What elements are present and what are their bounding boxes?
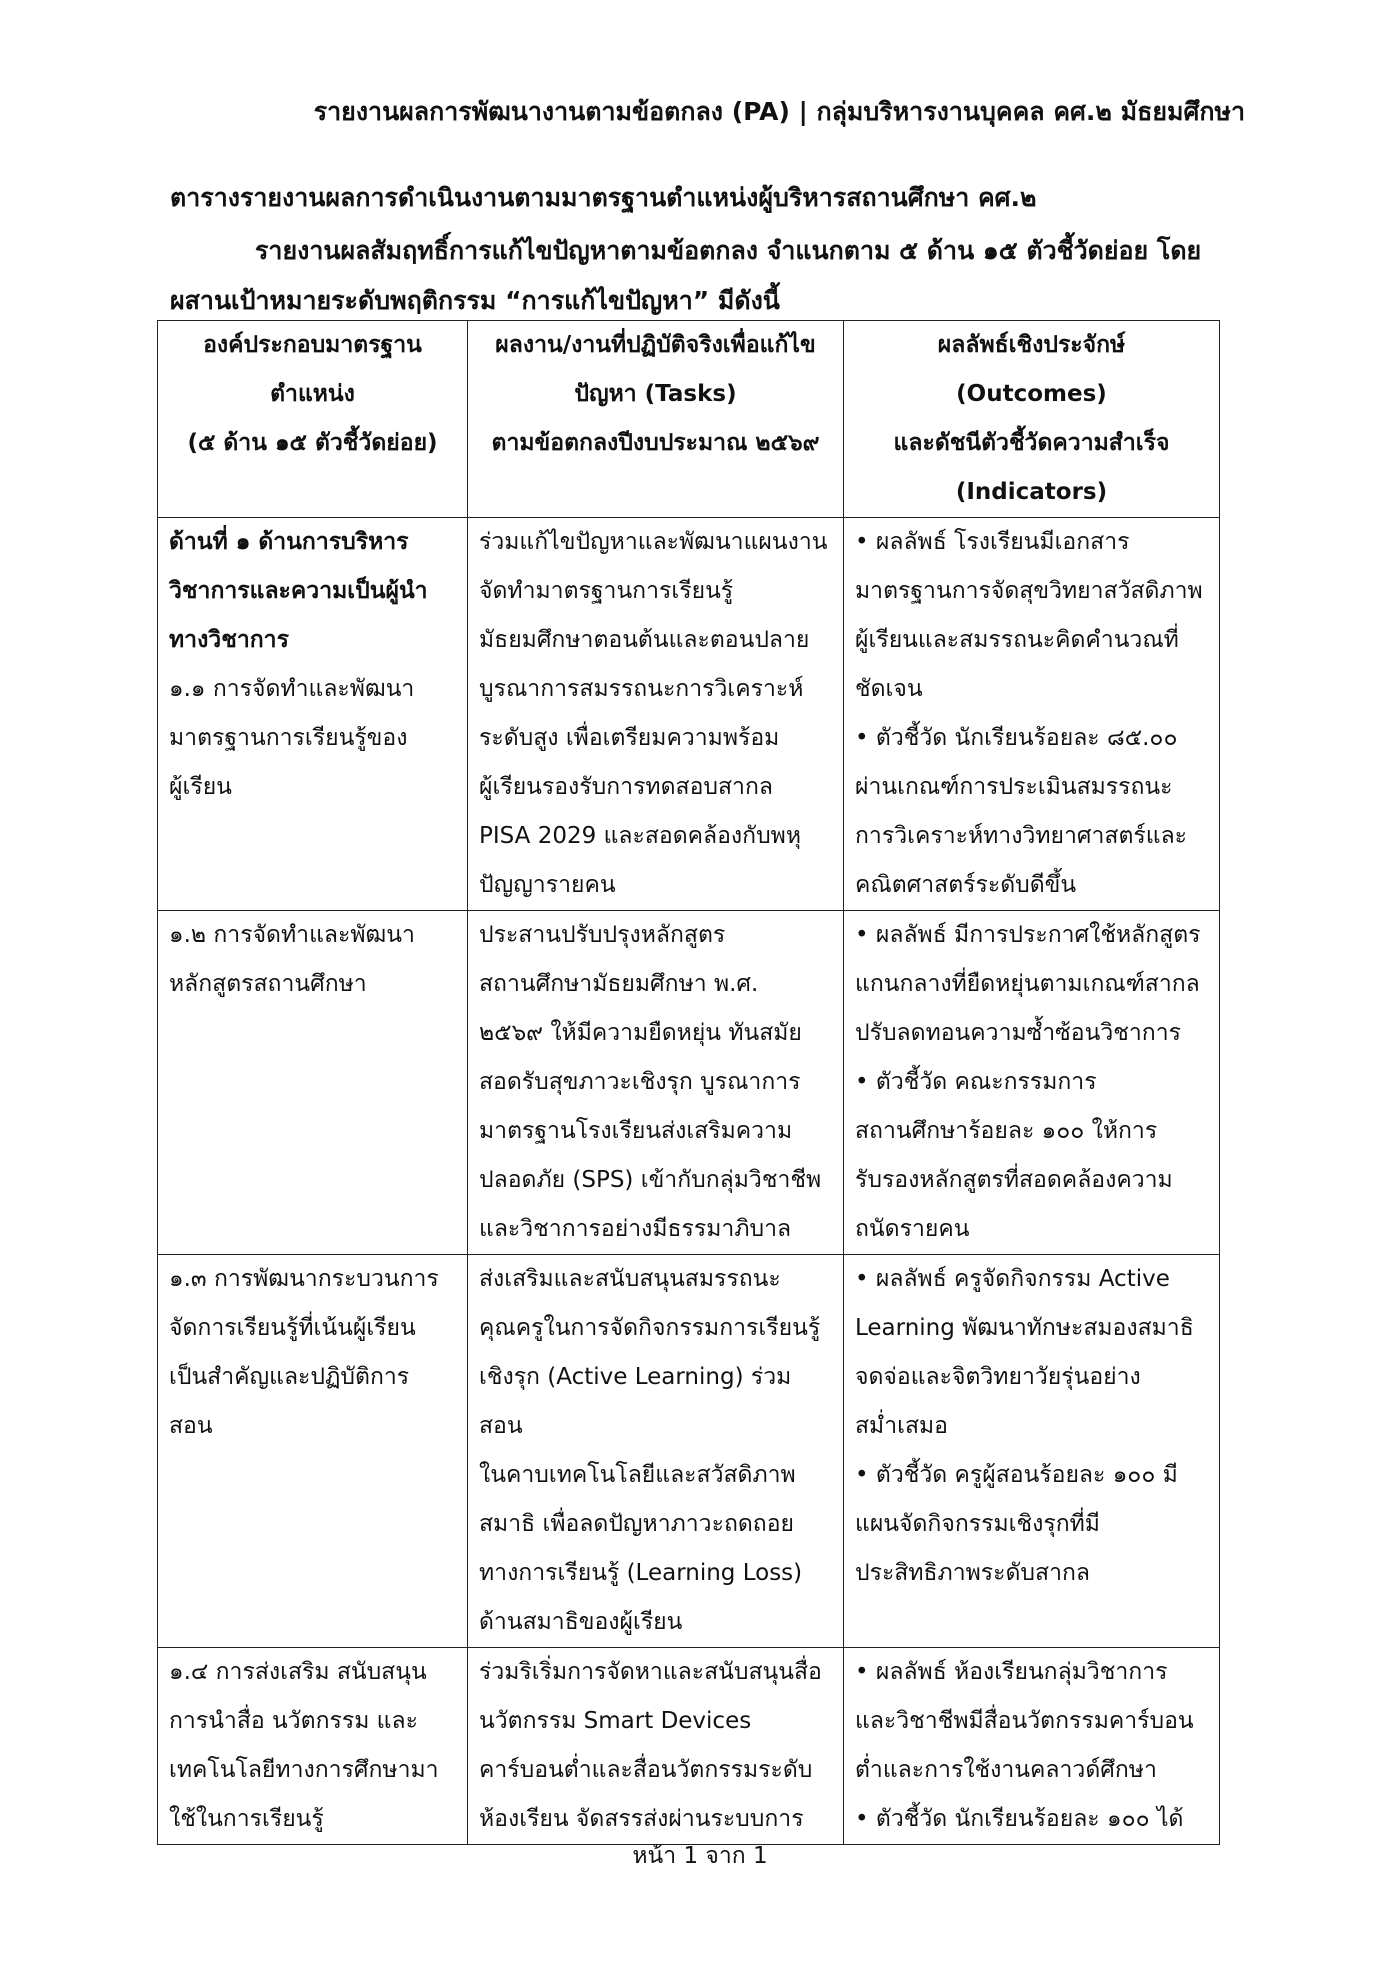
task-line: บูรณาการสมรรถนะการวิเคราะห์ xyxy=(479,676,804,702)
task-line: สถานศึกษามัธยมศึกษา พ.ศ. xyxy=(479,971,759,997)
header-outcomes xyxy=(844,321,1220,518)
outcome-line: • ผลลัพธ์ มีการประกาศใช้หลักสูตร xyxy=(855,922,1201,948)
task-line: และวิชาการอย่างมีธรรมาภิบาล xyxy=(479,1216,792,1242)
component-line: ๑.๔ การส่งเสริม สนับสนุน xyxy=(169,1659,427,1685)
task-line: PISA 2029 และสอดคล้องกับพหุ xyxy=(479,823,801,849)
task-line: ระดับสูง เพื่อเตรียมความพร้อม xyxy=(479,725,780,751)
header-line: ตามข้อตกลงปีงบประมาณ ๒๕๖๙ xyxy=(491,430,820,456)
task-line: มัธยมศึกษาตอนต้นและตอนปลาย xyxy=(479,627,810,653)
component-line: ใช้ในการเรียนรู้ xyxy=(169,1806,324,1832)
task-line: คุณครูในการจัดกิจกรรมการเรียนรู้ xyxy=(479,1315,821,1341)
outcome-line: แผนจัดกิจกรรมเชิงรุกที่มี xyxy=(855,1511,1100,1537)
task-line: ห้องเรียน จัดสรรส่งผ่านระบบการ xyxy=(479,1806,804,1832)
tasks-cell xyxy=(468,1255,844,1648)
component-line: การนำสื่อ นวัตกรรม และ xyxy=(169,1708,418,1734)
task-line: ปัญญารายคน xyxy=(479,872,616,898)
task-line: จัดทำมาตรฐานการเรียนรู้ xyxy=(479,578,734,604)
outcome-line: • ตัวชี้วัด นักเรียนร้อยละ ๑๐๐ ได้ xyxy=(855,1806,1184,1832)
outcome-line: Learning พัฒนาทักษะสมองสมาธิ xyxy=(855,1315,1194,1341)
component-cell xyxy=(158,518,468,911)
outcome-line: ประสิทธิภาพระดับสากล xyxy=(855,1560,1090,1586)
task-line: ผู้เรียนรองรับการทดสอบสากล xyxy=(479,774,773,800)
outcomes-cell xyxy=(844,911,1220,1255)
outcome-line: • ตัวชี้วัด คณะกรรมการ xyxy=(855,1069,1097,1095)
outcome-line: มาตรฐานการจัดสุขวิทยาสวัสดิภาพ xyxy=(855,578,1203,604)
header-line: ผลลัพธ์เชิงประจักษ์ xyxy=(937,332,1126,358)
outcomes-cell xyxy=(844,1255,1220,1648)
outcome-line: • ผลลัพธ์ ครูจัดกิจกรรม Active xyxy=(855,1266,1170,1292)
task-line: ในคาบเทคโนโลยีและสวัสดิภาพ xyxy=(479,1462,796,1488)
table-row xyxy=(158,518,1220,911)
component-line: ๑.๒ การจัดทำและพัฒนา xyxy=(169,922,415,948)
task-line: คาร์บอนต่ำและสื่อนวัตกรรมระดับ xyxy=(479,1757,813,1783)
header-tasks xyxy=(468,321,844,518)
table-header-row xyxy=(158,321,1220,518)
outcomes-cell xyxy=(844,518,1220,911)
task-line: ทางการเรียนรู้ (Learning Loss) xyxy=(479,1560,803,1586)
page-number: หน้า 1 จาก 1 xyxy=(632,1843,768,1869)
outcome-line: ผ่านเกณฑ์การประเมินสมรรถนะ xyxy=(855,774,1173,800)
header-line: องค์ประกอบมาตรฐาน xyxy=(203,332,422,358)
component-line: เป็นสำคัญและปฏิบัติการ xyxy=(169,1364,410,1390)
task-line: ร่วมแก้ไขปัญหาและพัฒนาแผนงาน xyxy=(479,529,828,555)
header-line: (Outcomes) xyxy=(956,381,1107,407)
table-row xyxy=(158,911,1220,1255)
component-line: หลักสูตรสถานศึกษา xyxy=(169,971,367,997)
header-line: ตำแหน่ง xyxy=(270,381,355,407)
task-line: ส่งเสริมและสนับสนุนสมรรถนะ xyxy=(479,1266,781,1292)
intro-paragraph: รายงานผลสัมฤทธิ์การแก้ไขปัญหาตามข้อตกลง จำแนกตาม ๕ ด้าน ๑๕ ตัวชี้วัดย่อย โดยผสานเป้าหมายระดับพฤติกรรม “การแก้ไขปัญหา” มีดังนี้ xyxy=(170,236,1202,315)
task-line: สมาธิ เพื่อลดปัญหาภาวะถดถอย xyxy=(479,1511,795,1537)
outcome-line: • ผลลัพธ์ โรงเรียนมีเอกสาร xyxy=(855,529,1130,555)
outcome-line: • ผลลัพธ์ ห้องเรียนกลุ่มวิชาการ xyxy=(855,1659,1168,1685)
outcomes-cell xyxy=(844,1648,1220,1845)
task-line: ปลอดภัย (SPS) เข้ากับกลุ่มวิชาชีพ xyxy=(479,1167,822,1193)
component-cell xyxy=(158,1255,468,1648)
component-cell xyxy=(158,911,468,1255)
task-line: ๒๕๖๙ ให้มีความยืดหยุ่น ทันสมัย xyxy=(479,1020,802,1046)
table-row xyxy=(158,1648,1220,1845)
outcome-line: • ตัวชี้วัด นักเรียนร้อยละ ๘๕.๐๐ xyxy=(855,725,1178,751)
table-row xyxy=(158,1255,1220,1648)
task-line: มาตรฐานโรงเรียนส่งเสริมความ xyxy=(479,1118,793,1144)
header-line: และดัชนีตัวชี้วัดความสำเร็จ xyxy=(893,430,1170,456)
outcome-line: คณิตศาสตร์ระดับดีขึ้น xyxy=(855,872,1077,898)
domain-heading-line: ทางวิชาการ xyxy=(169,627,289,653)
domain-heading-line: วิชาการและความเป็นผู้นำ xyxy=(169,578,428,604)
domain-heading-line: ด้านที่ ๑ ด้านการบริหาร xyxy=(169,529,409,555)
tasks-cell xyxy=(468,911,844,1255)
task-line: ประสานปรับปรุงหลักสูตร xyxy=(479,922,726,948)
component-line: เทคโนโลยีทางการศึกษามา xyxy=(169,1757,439,1783)
outcome-line: • ตัวชี้วัด ครูผู้สอนร้อยละ ๑๐๐ มี xyxy=(855,1462,1178,1488)
outcome-line: รับรองหลักสูตรที่สอดคล้องความ xyxy=(855,1167,1173,1193)
task-line: สอดรับสุขภาวะเชิงรุก บูรณาการ xyxy=(479,1069,801,1095)
task-line: นวัตกรรม Smart Devices xyxy=(479,1708,752,1734)
header-line: (Indicators) xyxy=(955,479,1108,505)
task-line: เชิงรุก (Active Learning) ร่วมสอน xyxy=(479,1364,792,1439)
outcome-line: การวิเคราะห์ทางวิทยาศาสตร์และ xyxy=(855,823,1188,849)
component-line: ๑.๓ การพัฒนากระบวนการ xyxy=(169,1266,439,1292)
tasks-cell xyxy=(468,1648,844,1845)
task-line: ร่วมริเริ่มการจัดหาและสนับสนุนสื่อ xyxy=(479,1659,822,1685)
header-line: (๕ ด้าน ๑๕ ตัวชี้วัดย่อย) xyxy=(187,430,438,456)
outcome-line: ผู้เรียนและสมรรถนะคิดคำนวณที่ xyxy=(855,627,1179,653)
outcome-line: แกนกลางที่ยืดหยุ่นตามเกณฑ์สากล xyxy=(855,971,1200,997)
header-component xyxy=(158,321,468,518)
outcome-line: จดจ่อและจิตวิทยาวัยรุ่นอย่าง xyxy=(855,1364,1141,1390)
outcome-line: สถานศึกษาร้อยละ ๑๐๐ ให้การ xyxy=(855,1118,1158,1144)
outcome-line: และวิชาชีพมีสื่อนวัตกรรมคาร์บอน xyxy=(855,1708,1194,1734)
outcome-line: ถนัดรายคน xyxy=(855,1216,970,1242)
component-line: สอน xyxy=(169,1413,213,1439)
component-line: จัดการเรียนรู้ที่เน้นผู้เรียน xyxy=(169,1315,416,1341)
outcome-line: ต่ำและการใช้งานคลาวด์ศึกษา xyxy=(855,1757,1157,1783)
component-line: ๑.๑ การจัดทำและพัฒนา xyxy=(169,676,415,702)
header-line: ปัญหา (Tasks) xyxy=(574,381,737,407)
component-cell xyxy=(158,1648,468,1845)
component-line: มาตรฐานการเรียนรู้ของ xyxy=(169,725,408,751)
component-line: ผู้เรียน xyxy=(169,774,232,800)
outcome-line: ชัดเจน xyxy=(855,676,923,702)
outcome-line: สม่ำเสมอ xyxy=(855,1413,948,1439)
task-line: ด้านสมาธิของผู้เรียน xyxy=(479,1609,683,1635)
standards-table xyxy=(157,320,1220,1845)
tasks-cell xyxy=(468,518,844,911)
report-title: ตารางรายงานผลการดำเนินงานตามมาตรฐานตำแหน่งผู้บริหารสถานศึกษา คศ.๒ xyxy=(170,183,1037,212)
header-line: ผลงาน/งานที่ปฏิบัติจริงเพื่อแก้ไข xyxy=(495,332,816,358)
outcome-line: ปรับลดทอนความซ้ำซ้อนวิชาการ xyxy=(855,1020,1181,1046)
page-header: รายงานผลการพัฒนางานตามข้อตกลง (PA) | กลุ่มบริหารงานบุคคล คศ.๒ มัธยมศึกษา xyxy=(313,97,1245,126)
